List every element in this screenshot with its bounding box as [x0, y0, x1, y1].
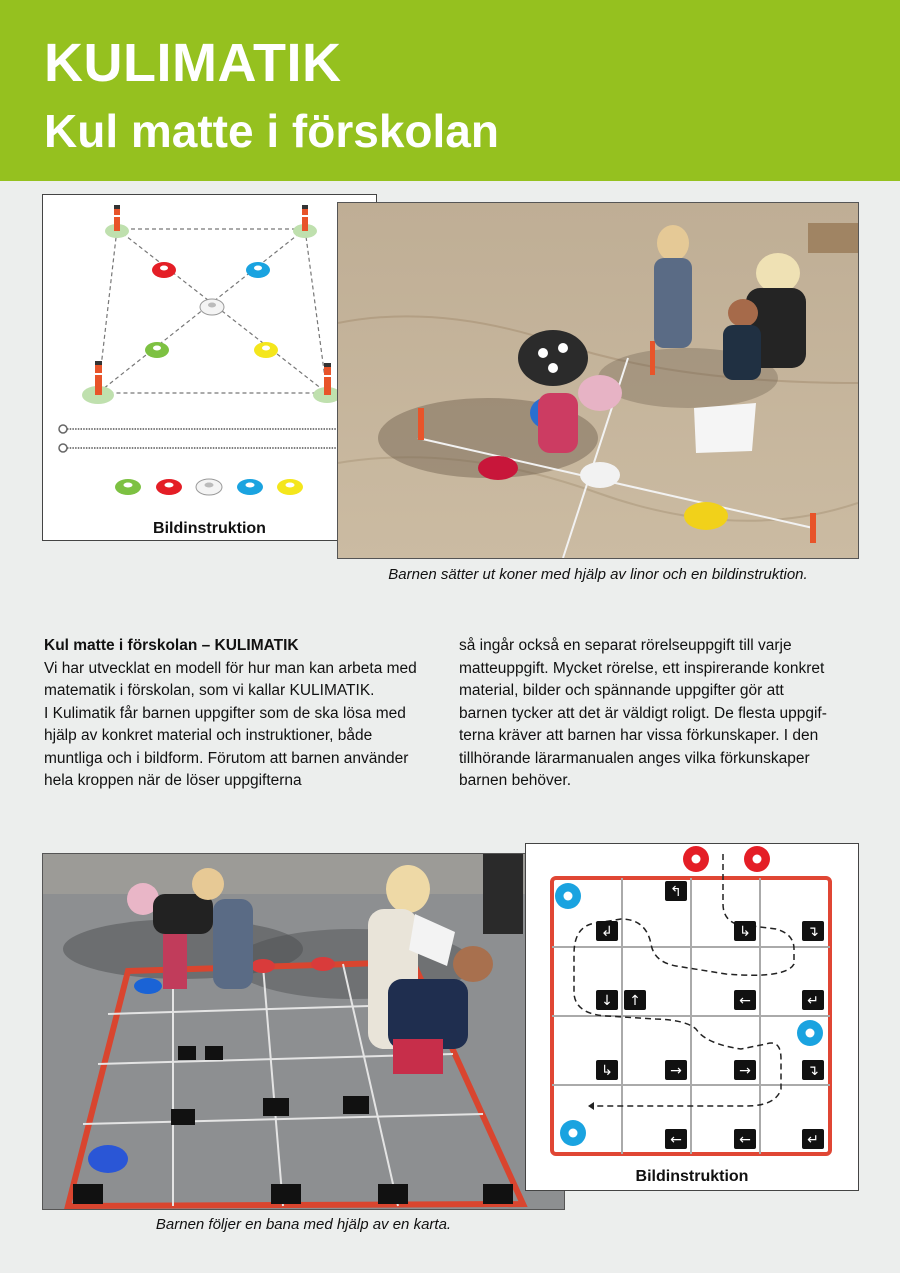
- cone-diagram-svg: [43, 195, 376, 540]
- arrow-tile-icon: [596, 990, 618, 1010]
- arrow-tile-icon: [624, 990, 646, 1010]
- arrow-tile-icon: [734, 990, 756, 1010]
- article-line: barnen tycker att det är väldigt roligt. De flesta uppgif-: [459, 704, 827, 722]
- arrow-tile-icon: [665, 1060, 687, 1080]
- arrow-tile-icon: [802, 990, 824, 1010]
- cone-red-icon: [744, 846, 770, 872]
- article-line: material, bilder och spännande uppgifter gör att: [459, 682, 784, 699]
- svg-text:↴: ↴: [807, 924, 819, 940]
- article-line: muntliga och i bildform. Förutom att barnen använder: [44, 749, 409, 767]
- arrow-tile-icon: [734, 1129, 756, 1149]
- article-line: terna kräver att barnen har vissa förkunskaper. I den: [459, 727, 819, 744]
- arrow-tile-icon: [596, 1060, 618, 1080]
- path-map-diagram: [525, 843, 859, 1191]
- svg-text:↲: ↲: [601, 924, 613, 940]
- article-title: Kul matte i förskolan – KULIMATIK: [44, 637, 299, 654]
- cone-red-icon: [156, 479, 182, 495]
- cone-blue-icon: [560, 1120, 586, 1146]
- svg-text:↑: ↑: [629, 993, 641, 1009]
- arrow-tile-icon: [802, 1129, 824, 1149]
- article-column-2: [459, 635, 859, 793]
- cone-white-icon: [196, 479, 222, 495]
- cone-blue-icon: [797, 1020, 823, 1046]
- arrow-tile-icon: [802, 921, 824, 941]
- cone-red-icon: [683, 846, 709, 872]
- page-title: KULIMATIK: [44, 33, 342, 93]
- cone-blue-icon: [246, 262, 270, 278]
- diagram-label: Bildinstruktion: [153, 520, 266, 537]
- svg-text:↓: ↓: [601, 993, 613, 1009]
- article-line: tillhörande lärarmanualen anges vilka förkunskaper: [459, 749, 810, 767]
- svg-text:↳: ↳: [739, 924, 751, 940]
- arrow-tile-icon: [596, 921, 618, 941]
- header-banner: [0, 0, 900, 181]
- photo2-caption: Barnen följer en bana med hjälp av en karta.: [155, 1216, 452, 1233]
- cone-instruction-diagram: [42, 194, 377, 541]
- page-subtitle: Kul matte i förskolan: [44, 105, 499, 157]
- photo-children-placing-cones: [337, 202, 859, 559]
- svg-text:↰: ↰: [670, 884, 682, 900]
- cone-red-icon: [152, 262, 176, 278]
- svg-text:→: →: [670, 1063, 682, 1079]
- svg-text:←: ←: [670, 1132, 682, 1148]
- arrow-tile-icon: [802, 1060, 824, 1080]
- cone-green-icon: [145, 342, 169, 358]
- cone-blue-icon: [555, 883, 581, 909]
- svg-text:↳: ↳: [601, 1063, 613, 1079]
- svg-text:→: →: [739, 1063, 751, 1079]
- path-map-svg: [526, 844, 858, 1190]
- article-line: så ingår också en separat rörelseuppgift till varje: [459, 637, 792, 654]
- rope-icon: [59, 444, 355, 452]
- photo-children-following-path: [42, 853, 565, 1210]
- post-icon: [82, 361, 114, 404]
- svg-text:↵: ↵: [807, 993, 819, 1009]
- article-line: hela kroppen när de löser uppgifterna: [44, 772, 302, 789]
- post-icon: [105, 205, 129, 238]
- article-line: barnen behöver.: [459, 772, 572, 789]
- map-label: Bildinstruktion: [635, 1168, 749, 1185]
- article-line: Vi har utvecklat en modell för hur man kan arbeta med: [44, 659, 417, 677]
- arrow-tile-icon: [665, 1129, 687, 1149]
- cone-blue-icon: [237, 479, 263, 495]
- cone-green-icon: [115, 479, 141, 495]
- article-line: matematik i förskolan, som vi kallar KULIMATIK.: [44, 682, 375, 699]
- svg-text:←: ←: [739, 993, 751, 1009]
- arrow-tile-icon: [734, 921, 756, 941]
- photo1-caption: Barnen sätter ut koner med hjälp av linor och en bildinstruktion.: [388, 566, 808, 583]
- cone-white-icon: [200, 299, 224, 315]
- article-column-1: [44, 635, 444, 793]
- svg-text:↵: ↵: [807, 1132, 819, 1148]
- article-line: matteuppgift. Mycket rörelse, ett inspirerande konkret: [459, 659, 825, 677]
- svg-text:←: ←: [739, 1132, 751, 1148]
- cone-yellow-icon: [254, 342, 278, 358]
- post-icon: [293, 205, 317, 238]
- cone-yellow-icon: [277, 479, 303, 495]
- arrow-tile-icon: [734, 1060, 756, 1080]
- arrow-tile-icon: [665, 881, 687, 901]
- article-line: I Kulimatik får barnen uppgifter som de ska lösa med: [44, 704, 406, 722]
- article-line: hjälp av konkret material och instruktioner, både: [44, 727, 373, 744]
- rope-icon: [59, 425, 355, 433]
- svg-text:↴: ↴: [807, 1063, 819, 1079]
